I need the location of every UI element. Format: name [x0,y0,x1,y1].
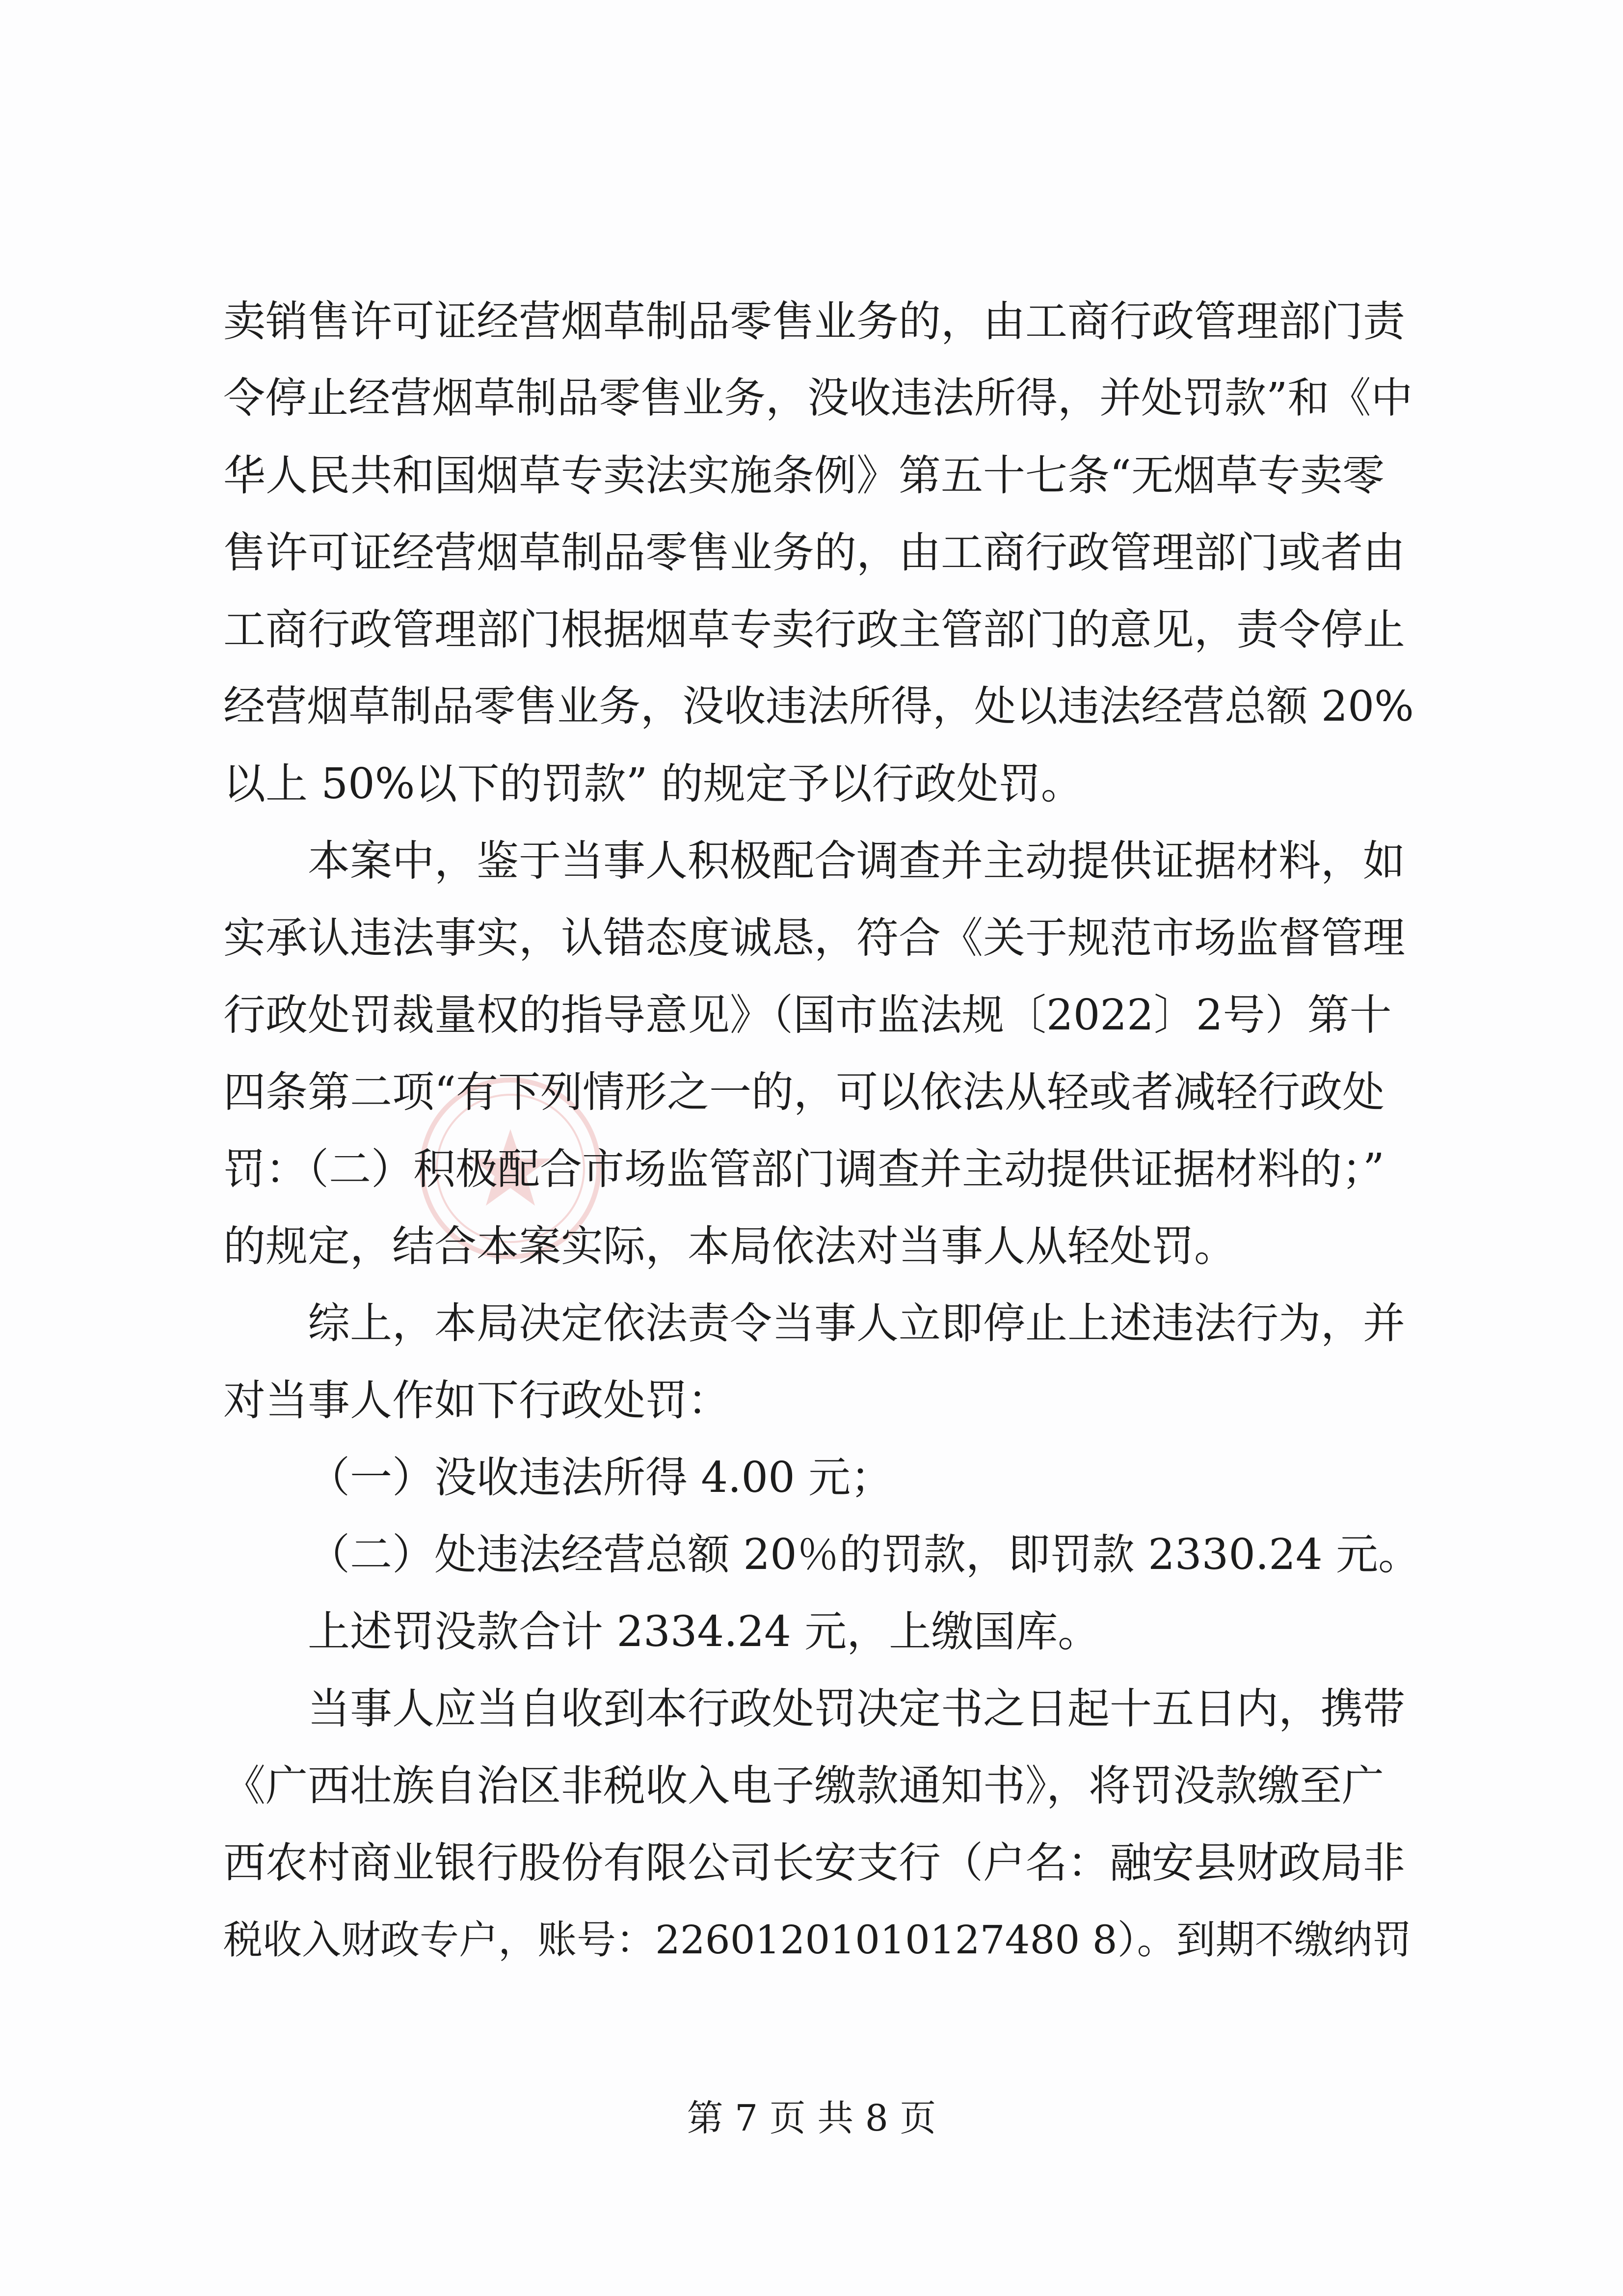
body-line: 令停止经营烟草制品零售业务，没收违法所得，并处罚款”和《中 [223,374,1413,423]
body-line: 以上 50%以下的罚款” 的规定予以行政处罚。 [223,759,1083,809]
body-line: 西农村商业银行股份有限公司长安支行（户名：融安县财政局非 [223,1838,1405,1888]
body-line: 的规定，结合本案实际，本局依法对当事人从轻处罚。 [223,1222,1236,1271]
body-line: （二）处违法经营总额 20％的罚款，即罚款 2330.24 元。 [308,1530,1421,1579]
body-line: 本案中，鉴于当事人积极配合调查并主动提供证据材料，如 [308,837,1405,886]
page-footer: 第 7 页 共 8 页 [687,2097,936,2139]
body-line: 行政处罚裁量权的指导意见》（国市监法规〔2022〕2号）第十 [223,991,1392,1040]
body-line: 售许可证经营烟草制品零售业务的，由工商行政管理部门或者由 [223,528,1405,577]
body-line: 罚：（二）积极配合市场监管部门调查并主动提供证据材料的；” [223,1145,1384,1194]
body-line: 综上，本局决定依法责令当事人立即停止上述违法行为，并 [308,1299,1405,1348]
body-line: 上述罚没款合计 2334.24 元，上缴国库。 [308,1607,1100,1656]
body-line: 当事人应当自收到本行政处罚决定书之日起十五日内，携带 [308,1684,1405,1733]
body-line: 税收入财政专户，账号：22601201010127480 8）。到期不缴纳罚 [223,1917,1412,1963]
body-line: 经营烟草制品零售业务，没收违法所得，处以违法经营总额 20% [223,682,1414,731]
body-line: 华人民共和国烟草专卖法实施条例》第五十七条“无烟草专卖零 [223,451,1384,500]
body-line: 工商行政管理部门根据烟草专卖行政主管部门的意见，责令停止 [223,605,1405,654]
body-line: 对当事人作如下行政处罚： [223,1376,730,1425]
body-line: 实承认违法事实，认错态度诚恳，符合《关于规范市场监督管理 [223,914,1405,963]
body-line: （一）没收违法所得 4.00 元； [308,1453,893,1502]
body-line: 卖销售许可证经营烟草制品零售业务的，由工商行政管理部门责 [223,297,1405,346]
body-line: 《广西壮族自治区非税收入电子缴款通知书》，将罚没款缴至广 [223,1761,1384,1810]
body-line: 四条第二项“有下列情形之一的，可以依法从轻或者减轻行政处 [223,1068,1384,1117]
